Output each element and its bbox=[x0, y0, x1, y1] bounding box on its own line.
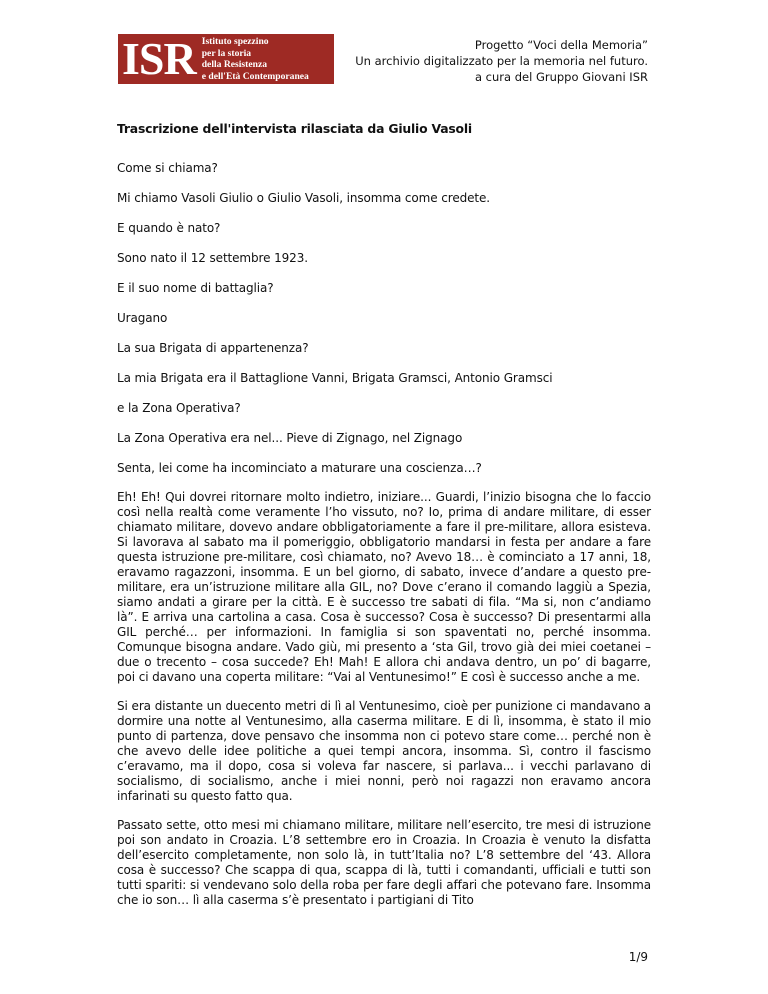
project-credit: a cura del Gruppo Giovani ISR bbox=[474, 70, 648, 84]
question: La sua Brigata di appartenenza? bbox=[117, 341, 309, 355]
project-name: Progetto “Voci della Memoria” bbox=[474, 38, 648, 52]
answer: La Zona Operativa era nel... Pieve di Zignago, nel Zignago bbox=[117, 431, 463, 445]
question: Senta, lei come ha incominciato a maturare una coscienza…? bbox=[117, 461, 482, 475]
page-number: 1/9 bbox=[628, 950, 648, 964]
logo-line: Istituto spezzino bbox=[201, 36, 269, 47]
logo-line: e dell'Età Contemporanea bbox=[201, 70, 309, 82]
answer: Sono nato il 12 settembre 1923. bbox=[117, 251, 308, 265]
question: E quando è nato? bbox=[117, 221, 221, 235]
question: Come si chiama? bbox=[117, 161, 218, 175]
answer: Uragano bbox=[117, 311, 168, 325]
question: E il suo nome di battaglia? bbox=[117, 281, 274, 295]
logo-mark: ISR bbox=[122, 34, 196, 84]
document-body bbox=[117, 121, 651, 922]
isr-logo bbox=[118, 34, 334, 84]
answer-paragraph: Passato sette, otto mesi mi chiamano militare, militare nell’esercito, tre mesi di istruzione poi son andato in Croazia. L’8 settembre ero in Croazia. In Croazia è venuto la disfatta dell’esercito completamente, non solo là, in tutt’Italia no? L’8 settembre del ‘43. Allora cosa è successo? Che scappa di qua, scappa di là, tutti i comandanti, ufficiali e tutti son tutti spariti: si vendevano solo della roba per fare degli affari che potevano fare. Insomma che io son… lì alla caserma s’è presentato i partigiani di Tito bbox=[117, 818, 651, 907]
answer: La mia Brigata era il Battaglione Vanni, Brigata Gramsci, Antonio Gramsci bbox=[117, 371, 553, 385]
question: e la Zona Operativa? bbox=[117, 401, 241, 415]
answer: Mi chiamo Vasoli Giulio o Giulio Vasoli, insomma come credete. bbox=[117, 191, 491, 205]
answer-paragraph: Si era distante un duecento metri di lì al Ventunesimo, cioè per punizione ci mandavano a dormire una notte al Ventunesimo, alla caserma militare. E di lì, insomma, è stato il mio punto di partenza, dove pensavo che insomma non ci potevo stare come… perché non è che avevo delle idee politiche a quei tempi ancora, insomma. Sì, contro il fascismo c’eravamo, ma il dopo, cosa si voleva far nascere, si parlava... i vecchi parlavano di socialismo, di socialismo, anche i miei nonni, però noi ragazzi non eravamo ancora infarinati su questo fatto qua. bbox=[117, 699, 651, 803]
logo-text bbox=[202, 36, 309, 82]
logo-line: della Resistenza bbox=[201, 59, 268, 70]
logo-line: per la storia bbox=[201, 47, 252, 59]
answer-paragraph: Eh! Eh! Qui dovrei ritornare molto indietro, iniziare... Guardi, l’inizio bisogna che lo faccio così nella realtà come veramente l’ho vissuto, no? Io, prima di andare militare, di esser chiamato militare, dovevo andare obbligatoriamente a fare il pre-militare, allora esisteva. Si lavorava al sabato ma il pomeriggio, obbligatorio mandarsi in festa per andare a fare questa istruzione pre-militare, così chiamato, no? Avevo 18… è cominciato a 17 anni, 18, eravamo ragazzoni, insomma. E un bel giorno, di sabato, invece d’andare a questo pre-militare, era un’istruzione militare alla GIL, no? Dove c’erano il comando laggiù a Spezia, siamo andati a girare per la città. E è successo tre sabati di fila. “Ma si, non c’andiamo là”. E arriva una cartolina a casa. Cosa è successo? Cosa è successo? Di presentarmi alla GIL perché… per informazioni. In famiglia si son spaventati no, perché insomma. Comunque bisogna andare. Vado giù, mi presento a ‘sta Gil, trovo già dei miei coetanei – due o trecento – cosa succede? Eh! Mah! E allora chi andava dentro, un po’ di bagarre, poi ci davano una coperta militare: “Vai al Ventunesimo!” E così è successo anche a me. bbox=[117, 490, 651, 684]
document-title: Trascrizione dell'intervista rilasciata da Giulio Vasoli bbox=[117, 121, 472, 136]
project-header bbox=[355, 37, 648, 85]
project-subtitle: Un archivio digitalizzato per la memoria nel futuro. bbox=[355, 54, 648, 68]
